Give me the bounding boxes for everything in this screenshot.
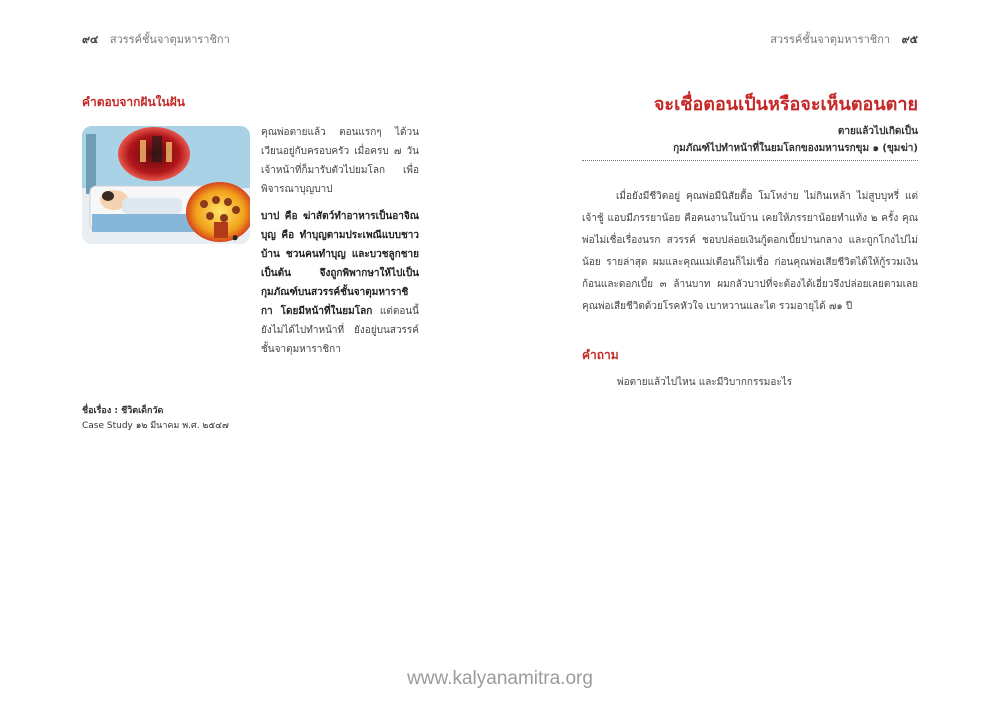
dotted-divider xyxy=(582,160,918,161)
right-subtitle-line-1: ตายแล้วไปเกิดเป็น xyxy=(837,126,918,137)
story-case: Case Study ๑๒ มีนาคม พ.ศ. ๒๕๔๗ xyxy=(82,421,229,431)
dream-scene-illustration-icon xyxy=(82,126,250,244)
left-page-number: ๙๔ xyxy=(82,33,99,46)
story-title: ชื่อเรื่อง : ชีวิตเด็กวัด xyxy=(82,406,164,416)
left-page-header xyxy=(82,30,230,48)
illustration-svg xyxy=(82,126,250,244)
left-section-title: คำตอบจากฝันในฝัน xyxy=(82,95,185,109)
left-paragraph-2-rest: แต่ตอนนี้ยังไม่ได้ไปทำหน้าที่ ยังอยู่บนสวรรค์ชั้นจาตุมหาราชิกา xyxy=(261,306,419,355)
image-label: ๑ xyxy=(232,232,239,243)
right-body-text: เมื่อยังมีชีวิตอยู่ คุณพ่อมีนิสัยดื้อ โมโหง่าย ไม่กินเหล้า ไม่สูบบุหรี่ แต่เจ้าชู้ แอบมีภรรยาน้อย คือคนงานในบ้าน เคยให้ภรรยาน้อยทำแท้ง ๒ ครั้ง คุณพ่อไม่เชื่อเรื่องนรก สวรรค์ ชอบปล่อยเงินกู้ดอกเบี้ยปานกลาง และถูกโกงไปไม่น้อย รายล่าสุด ผมและคุณแม่เตือนก็ไม่เชื่อ ก่อนคุณพ่อเสียชีวิตได้ให้กู้รวมเงินก้อนและดอกเบี้ย ๓ ล้านบาท ผมกลัวบาปที่จะต้องได้เอี่ยวจึงปล่อยเลยตามเลย คุณพ่อเสียชีวิตด้วยโรคหัวใจ เบาหวานและไต รวมอายุได้ ๗๑ ปี xyxy=(582,191,918,312)
question-text: พ่อตายแล้วไปไหน และมีวิบากกรรมอะไร xyxy=(617,377,793,388)
right-page-number: ๙๕ xyxy=(901,33,918,46)
left-paragraph-2-bold: บาป คือ ฆ่าสัตว์ทำอาหารเป็นอาจิณ บุญ คือ ทำบุญตามประเพณีแบบชาวบ้าน ชวนคนทำบุญ และบวชลูกชาย เป็นต้น จึงถูกพิพากษาให้ไปเป็นกุมภัณฑ์บนสวรรค์ชั้นจาตุมหาราชิกา โดยมีหน้าที่ในยมโลก xyxy=(261,211,419,317)
right-page-title: จะเชื่อตอนเป็นหรือจะเห็นตอนตาย xyxy=(653,94,918,115)
left-paragraph-2 xyxy=(261,207,419,359)
left-running-title: สวรรค์ชั้นจาตุมหาราชิกา xyxy=(109,33,230,46)
story-source xyxy=(82,404,229,434)
right-page-header xyxy=(770,30,918,48)
left-paragraph-1: คุณพ่อตายแล้ว ตอนแรกๆ ได้วนเวียนอยู่กับครอบครัว เมื่อครบ ๗ วัน เจ้าหน้าที่ก็มารับตัวไปยมโลก เพื่อพิจารณาบุญบาป xyxy=(261,127,419,195)
question-title: คำถาม xyxy=(582,348,619,362)
left-body-text xyxy=(261,123,419,367)
right-subtitle xyxy=(673,123,918,157)
footer-url: www.kalyanamitra.org xyxy=(407,668,593,689)
right-subtitle-line-2: กุมภัณฑ์ไปทำหน้าที่ในยมโลกของมหานรกขุม ๑ (ขุมฆ่า) xyxy=(673,143,918,154)
right-running-title: สวรรค์ชั้นจาตุมหาราชิกา xyxy=(770,33,891,46)
